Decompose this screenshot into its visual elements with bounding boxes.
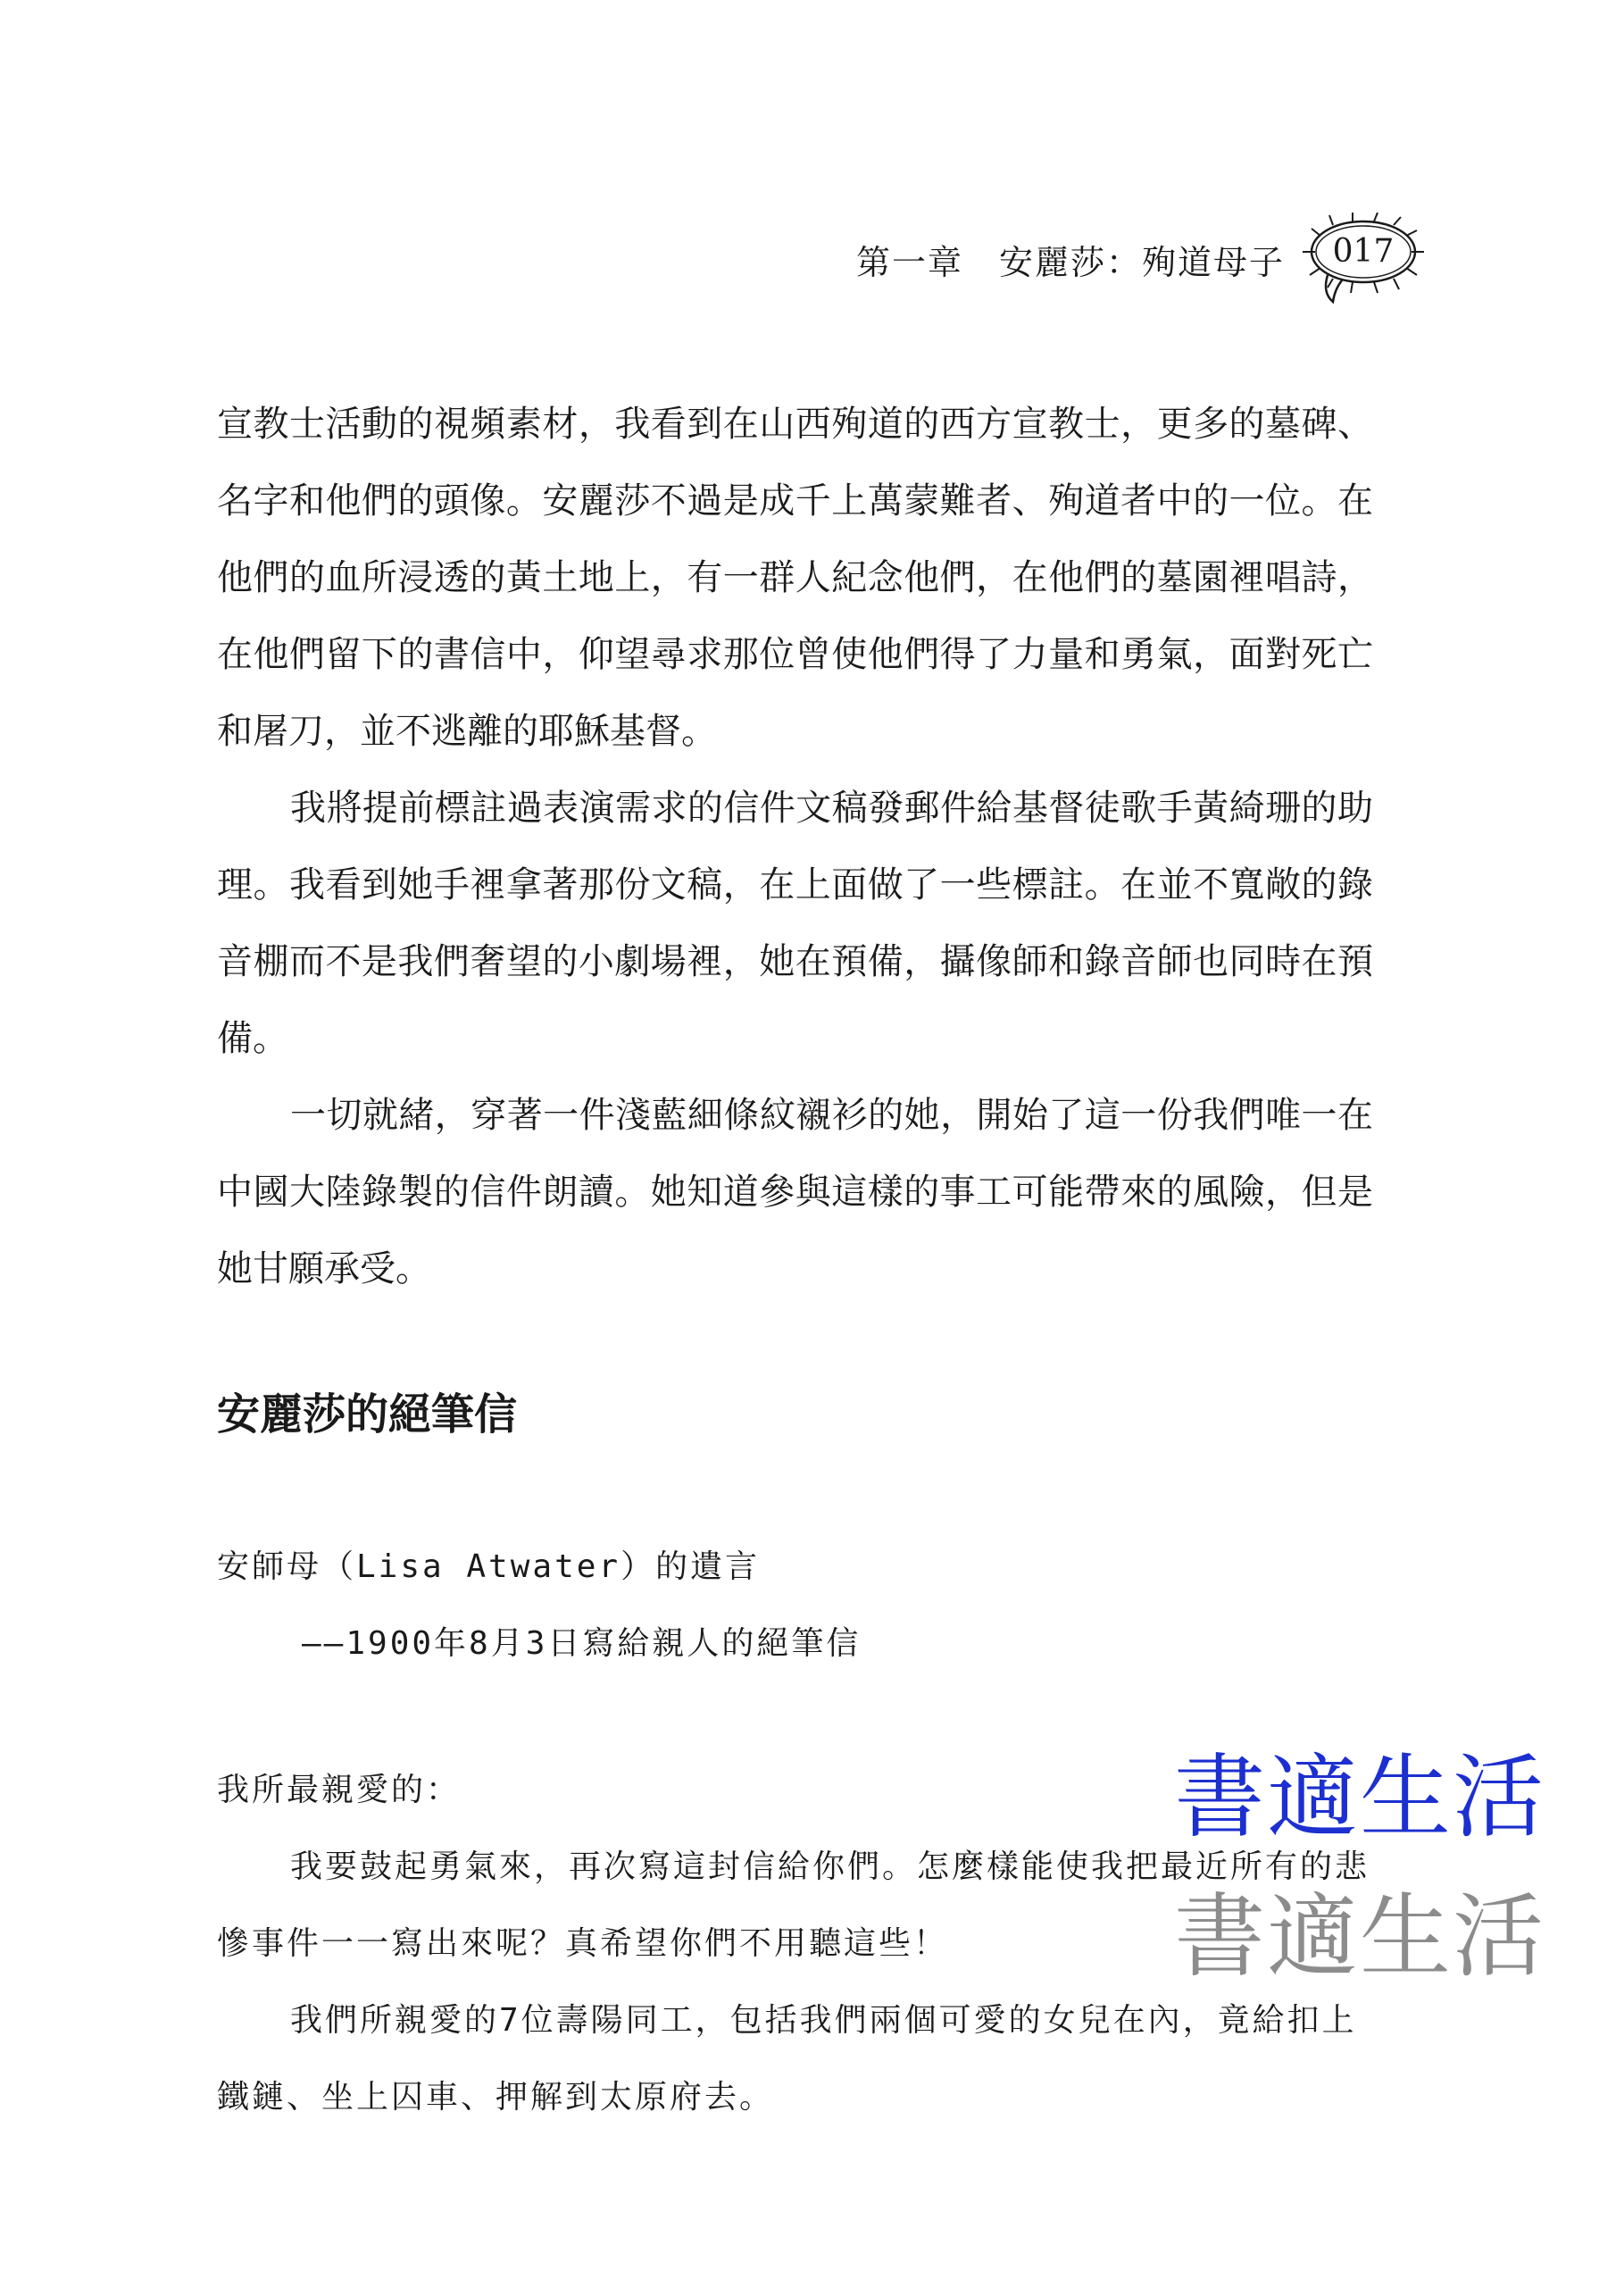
body-paragraph: 宣教士活動的視頻素材，我看到在山西殉道的西方宣教士，更多的墓碑、名字和他們的頭像。安麗莎不過是成千上萬蒙難者、殉道者中的一位。在他們的血所浸透的黃土地上，有一群人紀念他們，在他們的墓園裡唱詩，在他們留下的書信中，仰望尋求那位曾使他們得了力量和勇氣，面對死亡和屠刀，並不逃離的耶穌基督。: [217, 404, 1373, 752]
body-text: [217, 386, 1373, 1307]
watermark-secondary: 書適生活: [1174, 1884, 1545, 1990]
page-number-badge: [1301, 213, 1426, 305]
page-number: 017: [1332, 233, 1395, 270]
letter-title: 安師母（Lisa Atwater）的遺言: [217, 1548, 761, 1585]
body-paragraph: 一切就緒，穿著一件淺藍細條紋襯衫的她，開始了這一份我們唯一在中國大陸錄製的信件朗讀。她知道參與這樣的事工可能帶來的風險，但是她甘願承受。: [217, 1095, 1373, 1289]
section-heading: 安麗莎的絕筆信: [217, 1389, 518, 1439]
watermark-primary: 書適生活: [1174, 1745, 1545, 1851]
letter-subtitle: ——1900年8月3日寫給親人的絕筆信: [302, 1625, 862, 1662]
running-header: [856, 213, 1426, 305]
body-paragraph: 我將提前標註過表演需求的信件文稿發郵件給基督徒歌手黃綺珊的助理。我看到她手裡拿著那份文稿，在上面做了一些標註。在並不寬敞的錄音棚而不是我們奢望的小劇場裡，她在預備，攝像師和錄音師也同時在預備。: [217, 788, 1373, 1059]
letter-paragraph: 我們所親愛的7位壽陽同工，包括我們兩個可愛的女兒在內，竟給扣上鐵鏈、坐上囚車、押解到太原府去。: [217, 2002, 1357, 2115]
letter-paragraph: 我要鼓起勇氣來，再次寫這封信給你們。怎麼樣能使我把最近所有的悲慘事件一一寫出來呢？真希望你們不用聽這些！: [217, 1848, 1370, 1962]
chapter-title: 第一章 安麗莎：殉道母子: [855, 242, 1285, 282]
letter-salutation: 我所最親愛的：: [217, 1772, 462, 1808]
